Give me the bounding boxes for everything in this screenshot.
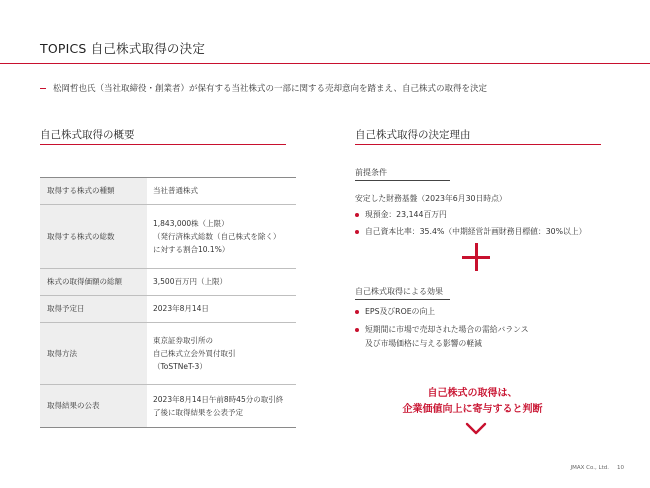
plus-icon (462, 243, 490, 271)
overview-heading: 自己株式取得の概要 (40, 129, 135, 141)
table-row (40, 178, 296, 205)
effect-bullet: 短期間に市場で売却された場合の需給バランス 及び市場価格に与える影響の軽減 (355, 323, 529, 350)
table-value: 2023年8月14日 (147, 296, 296, 323)
table-key: 取得結果の公表 (40, 385, 147, 428)
title-divider (0, 63, 650, 64)
table-value: 3,500百万円（上限） (147, 269, 296, 296)
premise-intro: 安定した財務基盤（2023年6月30日時点） (355, 194, 507, 203)
table-value: 2023年8月14日午前8時45分の取引終 了後に取得結果を公表予定 (147, 385, 296, 428)
chevron-down-icon (465, 422, 487, 436)
conclusion-text: 自己株式の取得は、 企業価値向上に寄与すると判断 (402, 388, 543, 415)
premise-bullet: 現預金：23,144百万円 (355, 208, 447, 222)
footer (571, 465, 624, 471)
table-value: 当社普通株式 (147, 178, 296, 205)
table-row (40, 269, 296, 296)
bullet-dot-icon (355, 328, 359, 332)
premise-title-rule (355, 180, 450, 181)
lead-dash-icon (40, 88, 46, 89)
reason-heading-rule (355, 144, 601, 145)
table-key: 取得する株式の総数 (40, 205, 147, 269)
overview-table (40, 177, 296, 428)
premise-bullet: 自己資本比率：35.4%（中期経営計画財務目標値：30%以上） (355, 225, 586, 239)
premise-title: 前提条件 (355, 168, 387, 177)
effect-title: 自己株式取得による効果 (355, 287, 443, 296)
table-key: 取得方法 (40, 323, 147, 385)
table-row (40, 323, 296, 385)
overview-heading-rule (40, 144, 286, 145)
bullet-dot-icon (355, 213, 359, 217)
table-row (40, 296, 296, 323)
footer-company: JMAX Co., Ltd. (570, 465, 609, 471)
table-value: 1,843,000株（上限） （発行済株式総数（自己株式を除く） に対する割合10.1%） (147, 205, 296, 269)
reason-heading: 自己株式取得の決定理由 (355, 129, 471, 141)
bullet-dot-icon (355, 310, 359, 314)
page-title: TOPICS 自己株式取得の決定 (40, 41, 206, 56)
page-number: 10 (617, 465, 624, 471)
table-key: 取得する株式の種類 (40, 178, 147, 205)
effect-title-rule (355, 299, 450, 300)
table-row (40, 205, 296, 269)
table-key: 株式の取得価額の総額 (40, 269, 147, 296)
table-row (40, 385, 296, 428)
lead-statement (40, 82, 487, 94)
table-value: 東京証券取引所の 自己株式立会外買付取引 （ToSTNeT-3） (147, 323, 296, 385)
lead-text: 松岡哲也氏（当社取締役・創業者）が保有する当社株式の一部に関する売却意向を踏まえ、自己株式の取得を決定 (53, 84, 488, 94)
table-key: 取得予定日 (40, 296, 147, 323)
bullet-dot-icon (355, 230, 359, 234)
effect-bullet: EPS及びROEの向上 (355, 305, 435, 319)
